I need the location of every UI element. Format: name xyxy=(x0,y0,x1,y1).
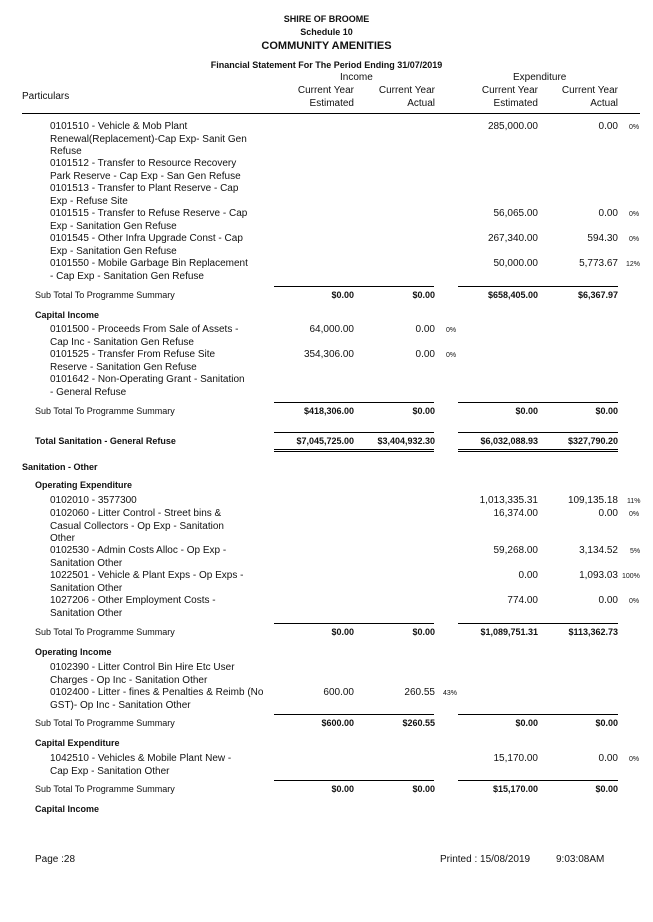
subtotal-rule-income xyxy=(274,286,434,287)
line-item-label: 0102400 - Litter - fines & Penalties & Reimb (No GST)- Op Inc - Sanitation Other xyxy=(50,687,264,711)
income-estimated-subtotal: $600.00 xyxy=(321,718,354,728)
line-item-label: 0102010 - 3577300 xyxy=(50,495,137,506)
expenditure-actual-subtotal: $0.00 xyxy=(595,718,618,728)
subtotal-label: Sub Total To Programme Summary xyxy=(35,784,175,794)
expenditure-actual-subtotal: $0.00 xyxy=(595,784,618,794)
expenditure-percent: 0% xyxy=(629,236,640,243)
total-double-rule-expenditure-1 xyxy=(458,449,618,450)
header-rule xyxy=(22,113,640,114)
expenditure-estimated-header-line2: Estimated xyxy=(493,98,538,109)
income-estimated-header-line2: Estimated xyxy=(309,98,354,109)
expenditure-estimated-value: 56,065.00 xyxy=(493,208,538,219)
line-item-label: 0102530 - Admin Costs Alloc - Op Exp - Sanitation Other xyxy=(50,545,227,569)
page-title: COMMUNITY AMENITIES xyxy=(261,40,392,52)
subtotal-rule-expenditure xyxy=(458,780,618,781)
statement-subtitle: Financial Statement For The Period Ending 31/07/2019 xyxy=(210,60,443,70)
income-estimated-subtotal: $418,306.00 xyxy=(303,406,354,416)
expenditure-percent: 0% xyxy=(629,211,640,218)
expenditure-actual-subtotal: $0.00 xyxy=(595,406,618,416)
total-double-rule-income-2 xyxy=(274,451,434,452)
line-item-label: 1042510 - Vehicles & Mobile Plant New - Cap Exp - Sanitation Other xyxy=(50,753,232,777)
income-actual-subtotal: $260.55 xyxy=(402,718,435,728)
section-heading: Operating Income xyxy=(35,647,112,657)
expenditure-actual-header-line2: Actual xyxy=(590,98,618,109)
subtotal-rule-income xyxy=(274,780,434,781)
expenditure-estimated-subtotal: $0.00 xyxy=(515,718,538,728)
line-item-label: 0102060 - Litter Control - Street bins & Casual Collectors - Op Exp - Sanitation Other xyxy=(50,508,224,544)
total-rule-expenditure xyxy=(458,432,618,433)
line-item-label: 0101513 - Transfer to Plant Reserve - Cap Exp - Refuse Site xyxy=(50,183,239,207)
income-estimated-subtotal: $0.00 xyxy=(331,627,354,637)
income-estimated-value: 354,306.00 xyxy=(303,349,354,360)
subtotal-rule-income xyxy=(274,714,434,715)
line-item-label: 0101525 - Transfer From Refuse Site Reserve - Sanitation Gen Refuse xyxy=(50,349,216,373)
line-item-label: 0101515 - Transfer to Refuse Reserve - Cap Exp - Sanitation Gen Refuse xyxy=(50,208,248,232)
total-double-rule-expenditure-2 xyxy=(458,451,618,452)
income-actual-value: 260.55 xyxy=(404,687,435,698)
total-double-rule-income-1 xyxy=(274,449,434,450)
income-actual-subtotal: $0.00 xyxy=(412,784,435,794)
expenditure-percent: 0% xyxy=(629,756,640,763)
printed-time: 9:03:08AM xyxy=(556,854,605,865)
income-estimated-value: 600.00 xyxy=(323,687,354,698)
expenditure-estimated-subtotal: $658,405.00 xyxy=(487,290,538,300)
expenditure-actual-value: 3,134.52 xyxy=(579,545,618,556)
particulars-header: Particulars xyxy=(22,91,70,102)
expenditure-estimated-value: 267,340.00 xyxy=(487,233,538,244)
expenditure-percent: 0% xyxy=(629,511,640,518)
income-actual-value: 0.00 xyxy=(415,324,435,335)
income-estimated-subtotal: $0.00 xyxy=(331,290,354,300)
section-heading: Capital Expenditure xyxy=(35,738,120,748)
expenditure-estimated-value: 774.00 xyxy=(507,595,538,606)
expenditure-estimated-value: 0.00 xyxy=(518,570,538,581)
line-item-label: 1027206 - Other Employment Costs - Sanitation Other xyxy=(50,595,216,619)
income-group-header: Income xyxy=(340,72,373,83)
line-item-label: 0101642 - Non-Operating Grant - Sanitation - General Refuse xyxy=(50,374,245,398)
expenditure-percent: 12% xyxy=(626,261,641,268)
expenditure-estimated-subtotal: $15,170.00 xyxy=(492,784,538,794)
org-name: SHIRE OF BROOME xyxy=(283,14,370,24)
expenditure-actual-total: $327,790.20 xyxy=(567,436,618,446)
subtotal-rule-expenditure xyxy=(458,286,618,287)
section-heading: Capital Income xyxy=(35,804,100,814)
section-heading: Operating Expenditure xyxy=(35,480,133,490)
subtotal-label: Sub Total To Programme Summary xyxy=(35,406,175,416)
income-actual-subtotal: $0.00 xyxy=(412,290,435,300)
expenditure-actual-value: 5,773.67 xyxy=(579,258,618,269)
income-actual-value: 0.00 xyxy=(415,349,435,360)
line-item-label: 0102390 - Litter Control Bin Hire Etc User Charges - Op Inc - Sanitation Other xyxy=(50,662,235,686)
expenditure-percent: 11% xyxy=(627,498,641,505)
line-item-label: 0101512 - Transfer to Resource Recovery Park Reserve - Cap Exp - San Gen Refuse xyxy=(50,158,241,182)
income-actual-subtotal: $0.00 xyxy=(412,627,435,637)
expenditure-estimated-header-line1: Current Year xyxy=(481,85,538,96)
expenditure-actual-value: 0.00 xyxy=(598,753,618,764)
expenditure-estimated-total: $6,032,088.93 xyxy=(480,436,538,446)
page-number: Page :28 xyxy=(35,854,76,865)
total-label: Total Sanitation - General Refuse xyxy=(35,436,176,446)
expenditure-estimated-subtotal: $1,089,751.31 xyxy=(480,627,538,637)
subtotal-label: Sub Total To Programme Summary xyxy=(35,290,175,300)
subtotal-rule-income xyxy=(274,623,434,624)
subtotal-rule-expenditure xyxy=(458,402,618,403)
line-item-label: 0101510 - Vehicle & Mob Plant Renewal(Replacement)-Cap Exp- Sanit Gen Refuse xyxy=(50,121,247,157)
expenditure-estimated-value: 1,013,335.31 xyxy=(479,495,538,506)
subtotal-rule-expenditure xyxy=(458,623,618,624)
expenditure-estimated-value: 50,000.00 xyxy=(493,258,538,269)
expenditure-actual-value: 0.00 xyxy=(598,208,618,219)
line-item-label: 0101550 - Mobile Garbage Bin Replacement - Cap Exp - Sanitation Gen Refuse xyxy=(50,258,248,282)
line-item-label: 0101545 - Other Infra Upgrade Const - Cap Exp - Sanitation Gen Refuse xyxy=(50,233,243,257)
subtotal-label: Sub Total To Programme Summary xyxy=(35,627,175,637)
income-estimated-total: $7,045,725.00 xyxy=(296,436,354,446)
subtotal-rule-income xyxy=(274,402,434,403)
income-percent: 0% xyxy=(446,352,457,359)
income-actual-header-line2: Actual xyxy=(407,98,435,109)
expenditure-actual-header-line1: Current Year xyxy=(561,85,618,96)
expenditure-estimated-value: 15,170.00 xyxy=(493,753,538,764)
expenditure-actual-subtotal: $6,367.97 xyxy=(577,290,618,300)
expenditure-actual-value: 109,135.18 xyxy=(567,495,618,506)
income-estimated-value: 64,000.00 xyxy=(309,324,354,335)
expenditure-estimated-subtotal: $0.00 xyxy=(515,406,538,416)
total-rule-income xyxy=(274,432,434,433)
program-heading: Sanitation - Other xyxy=(22,462,98,472)
expenditure-actual-value: 0.00 xyxy=(598,121,618,132)
line-item-label: 1022501 - Vehicle & Plant Exps - Op Exps - Sanitation Other xyxy=(50,570,244,594)
income-estimated-header-line1: Current Year xyxy=(297,85,354,96)
expenditure-percent: 5% xyxy=(630,548,641,555)
income-actual-subtotal: $0.00 xyxy=(412,406,435,416)
expenditure-percent: 0% xyxy=(629,598,640,605)
expenditure-estimated-value: 16,374.00 xyxy=(493,508,538,519)
expenditure-percent: 0% xyxy=(629,124,640,131)
expenditure-percent: 100% xyxy=(622,573,640,580)
expenditure-actual-value: 1,093.03 xyxy=(579,570,618,581)
expenditure-actual-subtotal: $113,362.73 xyxy=(568,627,618,637)
printed-date: Printed : 15/08/2019 xyxy=(440,854,531,865)
income-actual-total: $3,404,932.30 xyxy=(377,436,435,446)
expenditure-actual-value: 0.00 xyxy=(598,595,618,606)
schedule-label: Schedule 10 xyxy=(300,27,353,37)
subtotal-rule-expenditure xyxy=(458,714,618,715)
expenditure-actual-value: 594.30 xyxy=(587,233,618,244)
subtotal-label: Sub Total To Programme Summary xyxy=(35,718,175,728)
income-percent: 43% xyxy=(443,690,458,697)
expenditure-actual-value: 0.00 xyxy=(598,508,618,519)
expenditure-estimated-value: 285,000.00 xyxy=(487,121,538,132)
expenditure-estimated-value: 59,268.00 xyxy=(493,545,538,556)
income-estimated-subtotal: $0.00 xyxy=(331,784,354,794)
line-item-label: 0101500 - Proceeds From Sale of Assets - Cap Inc - Sanitation Gen Refuse xyxy=(50,324,239,348)
income-percent: 0% xyxy=(446,327,457,334)
expenditure-group-header: Expenditure xyxy=(513,72,567,83)
section-heading: Capital Income xyxy=(35,310,100,320)
income-actual-header-line1: Current Year xyxy=(378,85,435,96)
